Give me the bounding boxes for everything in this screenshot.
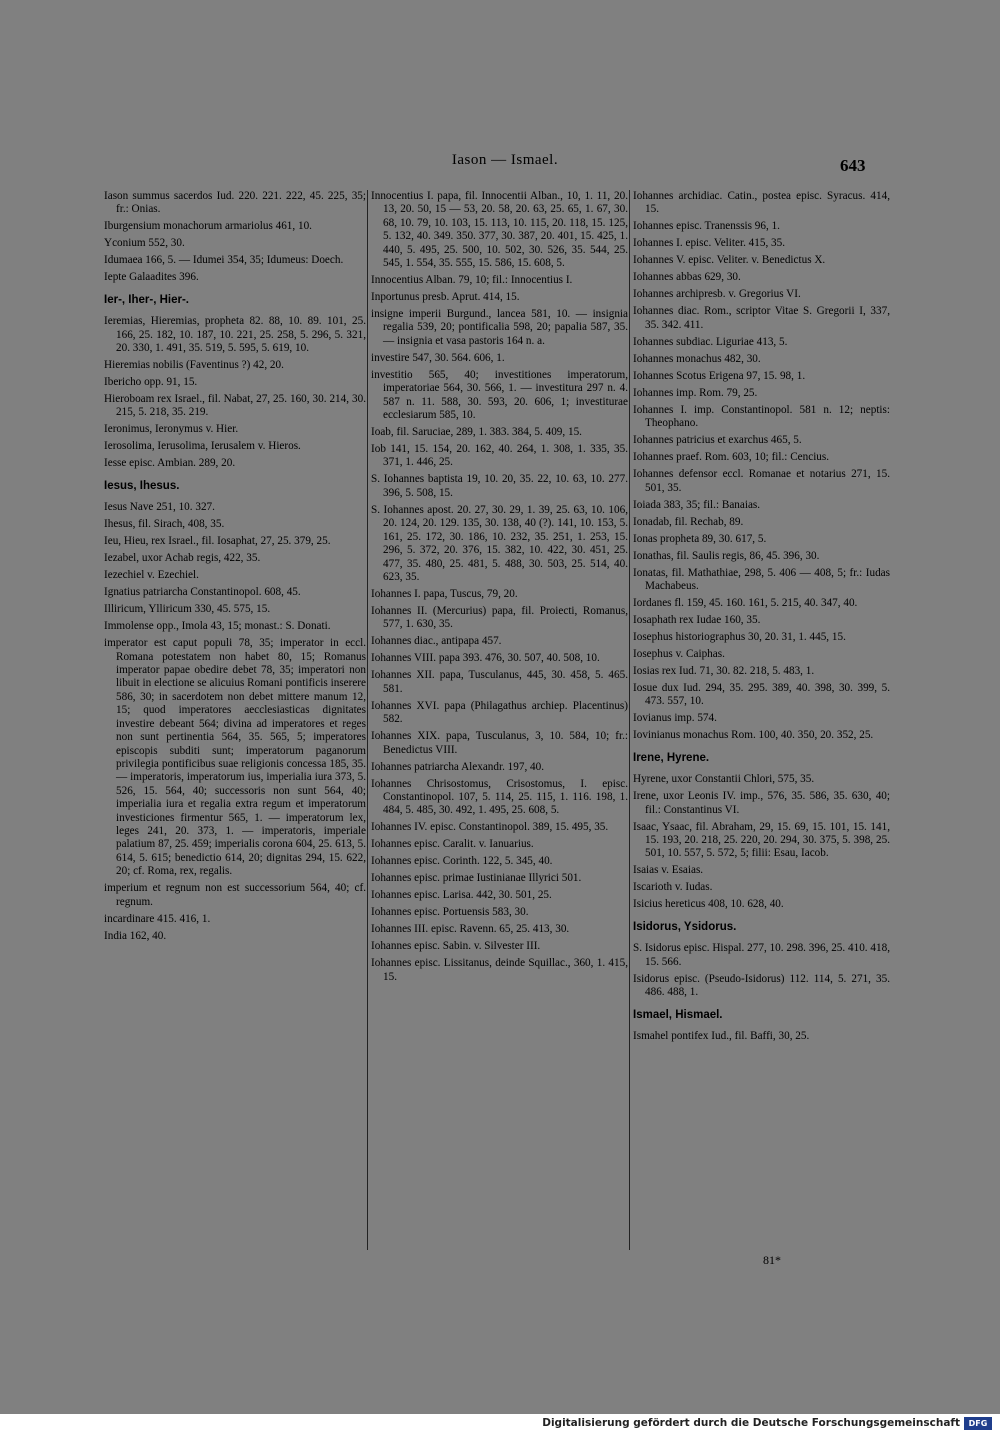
index-entry: Iovianus imp. 574. bbox=[633, 712, 717, 725]
index-entry: Iohannes monachus 482, 30. bbox=[633, 352, 761, 365]
index-entry: Iohannes XIX. papa, Tusculanus, 3, 10. 584, 10; fr.: Benedictus VIII. bbox=[371, 730, 628, 756]
section-heading: Irene, Hyrene. bbox=[633, 751, 710, 764]
index-entry: Iason summus sacerdos Iud. 220. 221. 222, 45. 225, 35; fr.: Onias. bbox=[104, 190, 366, 216]
index-entry: Iohannes V. episc. Veliter. v. Benedictus X. bbox=[633, 254, 826, 267]
index-entry: Iezechiel v. Ezechiel. bbox=[104, 569, 199, 582]
index-entry: Iepte Galaadites 396. bbox=[104, 271, 199, 284]
index-entry: Ismahel pontifex Iud., fil. Baffi, 30, 25. bbox=[633, 1029, 810, 1042]
index-entry: Iohannes episc. Lissitanus, deinde Squillac., 360, 1. 415, 15. bbox=[371, 957, 628, 983]
column-divider bbox=[367, 190, 368, 1250]
section-heading: Ier-, Iher-, Hier-. bbox=[104, 293, 189, 306]
index-entry: Isaac, Ysaac, fil. Abraham, 29, 15. 69, 15. 101, 15. 141, 15. 193, 20. 218, 25. 220, 20. 294, 30. 375, 5. 398, 25. 501, 10. 557, 5. 572, 5; filii: Esau, Iacob. bbox=[633, 820, 890, 860]
index-entry: investitio 565, 40; investitiones imperatorum, imperatoriae 564, 30. 566, 1. — investitura 297 n. 4. 587 n. 11. 588, 30. 593, 20. 606, 1; investiturae ecclesiarum 585, 10. bbox=[371, 368, 628, 422]
index-entry: Iohannes episc. Sabin. v. Silvester III. bbox=[371, 940, 541, 953]
index-entry: Iohannes episc. Larisa. 442, 30. 501, 25. bbox=[371, 889, 552, 902]
index-entry: Iohannes praef. Rom. 603, 10; fil.: Cencius. bbox=[633, 451, 830, 464]
index-entry: Iob 141, 15. 154, 20. 162, 40. 264, 1. 308, 1. 335, 35. 371, 1. 446, 25. bbox=[371, 443, 628, 469]
index-entry: Ieu, Hieu, rex Israel., fil. Iosaphat, 27, 25. 379, 25. bbox=[104, 535, 331, 548]
index-entry: India 162, 40. bbox=[104, 929, 167, 942]
index-entry: Inportunus presb. Aprut. 414, 15. bbox=[371, 291, 520, 304]
index-entry: Iohannes VIII. papa 393. 476, 30. 507, 40. 508, 10. bbox=[371, 652, 600, 665]
index-entry: Ionas propheta 89, 30. 617, 5. bbox=[633, 532, 767, 545]
index-entry: Isidorus episc. (Pseudo-Isidorus) 112. 114, 5. 271, 35. 486. 488, 1. bbox=[633, 972, 890, 999]
index-entry: Iesus Nave 251, 10. 327. bbox=[104, 501, 215, 514]
index-entry: Iosephus v. Caiphas. bbox=[633, 648, 725, 661]
index-entry: Iohannes diac. Rom., scriptor Vitae S. Gregorii I, 337, 35. 342. 411. bbox=[633, 305, 890, 331]
section-heading: Ismael, Hismael. bbox=[633, 1008, 723, 1021]
index-entry: Ionadab, fil. Rechab, 89. bbox=[633, 515, 744, 528]
index-entry: Iohannes Scotus Erigena 97, 15. 98, 1. bbox=[633, 369, 806, 382]
index-entry: Iscarioth v. Iudas. bbox=[633, 881, 713, 894]
index-entry: Iohannes imp. Rom. 79, 25. bbox=[633, 386, 758, 399]
index-entry: Iezabel, uxor Achab regis, 422, 35. bbox=[104, 552, 261, 565]
index-entry: Irene, uxor Leonis IV. imp., 576, 35. 586, 35. 630, 40; fil.: Constantinus VI. bbox=[633, 790, 890, 816]
dfg-logo: DFG bbox=[964, 1417, 992, 1430]
page-number: 643 bbox=[840, 156, 866, 175]
index-entry: Iohannes episc. Corinth. 122, 5. 345, 40. bbox=[371, 855, 553, 868]
index-entry: Iohannes diac., antipapa 457. bbox=[371, 635, 502, 648]
section-heading: Iesus, Ihesus. bbox=[104, 479, 180, 492]
index-entry: Ignatius patriarcha Constantinopol. 608, 45. bbox=[104, 586, 301, 599]
index-entry: Isicius hereticus 408, 10. 628, 40. bbox=[633, 898, 784, 911]
index-entry: Ionatas, fil. Mathathiae, 298, 5. 406 — 408, 5; fr.: Iudas Machabeus. bbox=[633, 566, 890, 593]
index-entry: Iosephus historiographus 30, 20. 31, 1. 445, 15. bbox=[633, 631, 846, 644]
index-entry: insigne imperii Burgund., lancea 581, 10. — insignia regalia 539, 20; pontificalia 598, 20; papalia 587, 35. — insignia et vasa pastoris 164 n. a. bbox=[371, 308, 628, 347]
index-entry: Illiricum, Ylliricum 330, 45. 575, 15. bbox=[104, 603, 271, 616]
index-entry: Iohannes IV. episc. Constantinopol. 389, 15. 495, 35. bbox=[371, 821, 609, 834]
index-entry: Ioab, fil. Saruciae, 289, 1. 383. 384, 5. 409, 15. bbox=[371, 426, 582, 439]
index-entry: S. Isidorus episc. Hispal. 277, 10. 298. 396, 25. 410. 418, 15. 566. bbox=[633, 942, 890, 968]
index-entry: incardinare 415. 416, 1. bbox=[104, 912, 211, 925]
index-entry: Iohannes I. imp. Constantinopol. 581 n. 12; neptis: Theophano. bbox=[633, 403, 890, 430]
index-entry: Hyrene, uxor Constantii Chlori, 575, 35. bbox=[633, 773, 815, 786]
footer-credit: Digitalisierung gefördert durch die Deutsche Forschungsgemeinschaft bbox=[542, 1417, 960, 1429]
index-entry: S. Iohannes apost. 20. 27, 30. 29, 1. 39, 25. 63, 10. 106, 20. 124, 20. 129. 135, 30. 138, 40 (?). 141, 10. 153, 5. 161, 25. 172, 30. 186, 10. 232, 35. 251, 1. 253, 15. 296, 5. 372, 20. 376, 15. 382, 10. 422, 30. 451, 25. 477, 35. 480, 25. 481, 5. 488, 30. 503, 25. 514, 40. 623, 35. bbox=[371, 503, 628, 583]
index-entry: Iohannes defensor eccl. Romanae et notarius 271, 15. 501, 35. bbox=[633, 468, 890, 494]
index-column-2 bbox=[371, 190, 628, 988]
index-entry: Ibericho opp. 91, 15. bbox=[104, 376, 198, 389]
index-entry: Iohannes II. (Mercurius) papa, fil. Proiecti, Romanus, 577, 1. 630, 35. bbox=[371, 604, 628, 631]
index-entry: imperium et regnum non est successorium 564, 40; cf. regnum. bbox=[104, 882, 366, 908]
index-entry: Ieremias, Hieremias, propheta 82. 88, 10. 89. 101, 25. 166, 25. 182, 10. 187, 10. 221, 25. 258, 5. 296, 5. 321, 20. 330, 1. 491, 35. 519, 5. 595, 5. 619, 10. bbox=[104, 315, 366, 355]
index-entry: Iohannes abbas 629, 30. bbox=[633, 271, 741, 284]
index-entry: investire 547, 30. 564. 606, 1. bbox=[371, 351, 505, 364]
index-entry: Yconium 552, 30. bbox=[104, 237, 185, 250]
index-entry: Ihesus, fil. Sirach, 408, 35. bbox=[104, 518, 225, 531]
index-entry: Innocentius Alban. 79, 10; fil.: Innocentius I. bbox=[371, 274, 573, 287]
index-entry: Iovinianus monachus Rom. 100, 40. 350, 20. 352, 25. bbox=[633, 729, 874, 742]
index-entry: Iohannes episc. Tranenssis 96, 1. bbox=[633, 220, 780, 233]
index-entry: Iohannes archidiac. Catin., postea episc. Syracus. 414, 15. bbox=[633, 190, 890, 216]
index-entry: Iohannes XVI. papa (Philagathus archiep. Placentinus) 582. bbox=[371, 699, 628, 726]
index-entry: Idumaea 166, 5. — Idumei 354, 35; Idumeus: Doech. bbox=[104, 254, 344, 267]
index-entry: Iohannes subdiac. Liguriae 413, 5. bbox=[633, 335, 788, 348]
index-entry: S. Iohannes baptista 19, 10. 20, 35. 22, 10. 63, 10. 277. 396, 5. 508, 15. bbox=[371, 473, 628, 499]
index-entry: Iordanes fl. 159, 45. 160. 161, 5. 215, 40. 347, 40. bbox=[633, 597, 858, 610]
index-entry: Isaias v. Esaias. bbox=[633, 864, 704, 877]
index-entry: Iohannes patricius et exarchus 465, 5. bbox=[633, 434, 802, 447]
index-entry: Iohannes episc. Portuensis 583, 30. bbox=[371, 906, 529, 919]
index-entry: Iohannes episc. primae Iustinianae Illyrici 501. bbox=[371, 872, 582, 885]
index-entry: Iohannes archipresb. v. Gregorius VI. bbox=[633, 288, 801, 301]
index-entry: Iohannes Chrisostomus, Crisostomus, I. episc. Constantinopol. 107, 5. 114, 25. 115, 1. 116. 198, 1. 484, 5. 485, 30. 492, 1. 495, 25. 608, 5. bbox=[371, 777, 628, 817]
index-entry: Innocentius I. papa, fil. Innocentii Alban., 10, 1. 11, 20. 13, 20. 50, 15 — 53, 20. 58, 20. 63, 25. 65, 1. 67, 30. 68, 10. 79, 10. 103, 15. 113, 10. 115, 20. 118, 15. 125, 5. 132, 40. 349. 350. 377, 30. 387, 20. 401, 15. 425, 1. 440, 5. 495, 25. 500, 10. 502, 30. 526, 35. 544, 25. 545, 1. 554, 35. 555, 15. 586, 15. 608, 5. bbox=[371, 190, 628, 270]
index-entry: Ionathas, fil. Saulis regis, 86, 45. 396, 30. bbox=[633, 549, 820, 562]
index-column-3 bbox=[633, 190, 890, 1047]
signature-mark: 81* bbox=[763, 1253, 781, 1267]
index-entry: Iesse episc. Ambian. 289, 20. bbox=[104, 457, 236, 470]
index-entry: Iohannes patriarcha Alexandr. 197, 40. bbox=[371, 760, 545, 773]
index-entry: Iohannes I. episc. Veliter. 415, 35. bbox=[633, 237, 786, 250]
index-entry: imperator est caput populi 78, 35; imperator in eccl. Romana potestatem non habet 80, 15; Romanus imperator papae obedire debet 78, 35; imperatori non libuit in electione se alicuius Romani pontificis inserere 586, 30; in sacerdotem non debet mittere manum 12, 15; quod imperatores aecclesiasticas dignitates investire debeant 564; divina ad imperatores et reges non sunt pertinentia 564, 35. 565, 5; imperatores episcopis subditi sunt; imperatorum paganorum privilegia pontificibus suae religionis concessa 185, 35. — imperatoris, imperatorum ius, imperialia iura 373, 5. 526, 15. 564, 40; successoris non sunt 564, 40; imperialia iura et regalia extra regum et imperatorum investiciones firmentur 565, 1. — imperatorum lex, leges 241, 20. 373, 1. — imperatoris, imperiale palatium 87, 25. 459; imperialis corona 604, 25. 613, 5. 614, 5. 615; benedictio 614, 20; dignitas 294, 15. 622, 20; cf. Roma, rex, regalis. bbox=[104, 637, 366, 878]
index-entry: Iohannes episc. Caralit. v. Ianuarius. bbox=[371, 838, 534, 851]
index-entry: Ieronimus, Ieronymus v. Hier. bbox=[104, 423, 239, 436]
index-column-1 bbox=[104, 190, 366, 947]
index-entry: Hieroboam rex Israel., fil. Nabat, 27, 25. 160, 30. 214, 30. 215, 5. 218, 35. 219. bbox=[104, 393, 366, 419]
footer-bar bbox=[0, 1414, 1000, 1434]
index-entry: Iosue dux Iud. 294, 35. 295. 389, 40. 398, 30. 399, 5. 473. 557, 10. bbox=[633, 682, 890, 708]
index-entry: Iohannes III. episc. Ravenn. 65, 25. 413, 30. bbox=[371, 923, 570, 936]
index-entry: Iohannes I. papa, Tuscus, 79, 20. bbox=[371, 587, 518, 600]
index-entry: Iosias rex Iud. 71, 30. 82. 218, 5. 483, 1. bbox=[633, 665, 815, 678]
index-entry: Hieremias nobilis (Faventinus ?) 42, 20. bbox=[104, 359, 284, 372]
index-entry: Ioiada 383, 35; fil.: Banaias. bbox=[633, 498, 761, 511]
index-entry: Iohannes XII. papa, Tusculanus, 445, 30. 458, 5. 465. 581. bbox=[371, 669, 628, 695]
index-entry: Iburgensium monachorum armariolus 461, 10. bbox=[104, 220, 312, 233]
section-heading: Isidorus, Ysidorus. bbox=[633, 920, 737, 933]
index-entry: Ierosolima, Ierusolima, Ierusalem v. Hieros. bbox=[104, 440, 301, 453]
running-head: Iason — Ismael. bbox=[451, 152, 559, 168]
index-entry: Iosaphath rex Iudae 160, 35. bbox=[633, 614, 761, 627]
index-entry: Immolense opp., Imola 43, 15; monast.: S. Donati. bbox=[104, 620, 331, 633]
column-divider bbox=[629, 190, 630, 1250]
